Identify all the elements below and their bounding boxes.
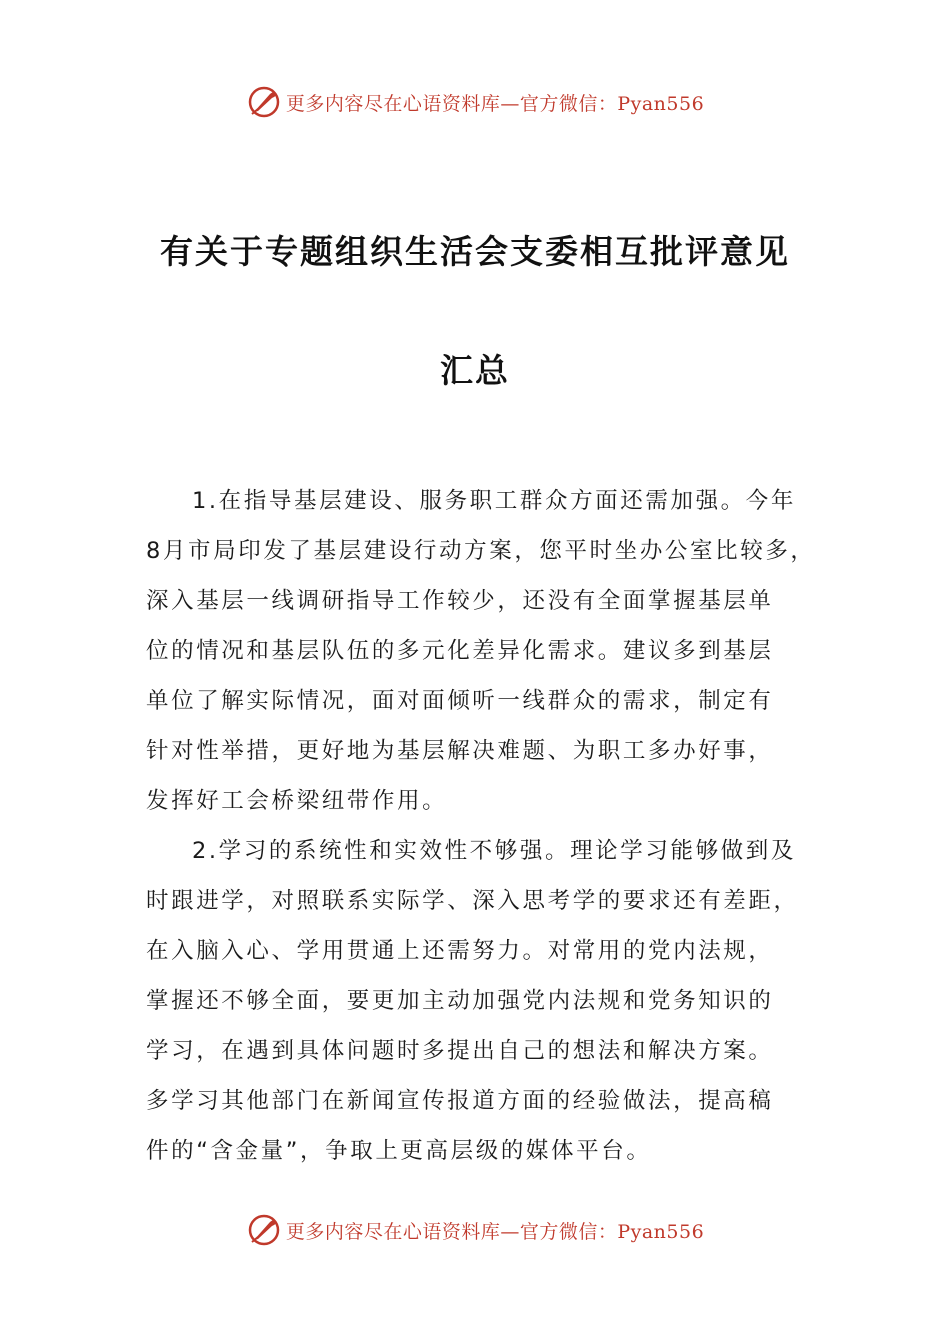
feather-pen-logo-icon (246, 1212, 282, 1248)
paragraph-line: 1.在指导基层建设、服务职工群众方面还需加强。今年 (192, 488, 796, 514)
paragraph-line: 学习，在遇到具体问题时多提出自己的想法和解决方案。 (146, 1038, 774, 1064)
paragraph-line: 多学习其他部门在新闻宣传报道方面的经验做法，提高稿 (146, 1088, 774, 1114)
paragraph-line: 单位了解实际情况，面对面倾听一线群众的需求，制定有 (146, 688, 774, 714)
paragraph-2 (146, 826, 826, 1176)
feather-pen-logo-icon (246, 84, 282, 120)
paragraph-line: 时跟进学，对照联系实际学、深入思考学的要求还有差距， (146, 888, 799, 914)
paragraph-line: 在入脑入心、学用贯通上还需努力。对常用的党内法规， (146, 938, 774, 964)
paragraph-line: 深入基层一线调研指导工作较少，还没有全面掌握基层单 (146, 588, 774, 614)
paragraph-line: 件的“含金量”，争取上更高层级的媒体平台。 (146, 1138, 652, 1164)
paragraph-line: 针对性举措，更好地为基层解决难题、为职工多办好事， (146, 738, 774, 764)
paragraph-line: 2.学习的系统性和实效性不够强。理论学习能够做到及 (192, 838, 796, 864)
paragraph-1 (146, 476, 826, 826)
paragraph-line: 位的情况和基层队伍的多元化差异化需求。建议多到基层 (146, 638, 774, 664)
paragraph-line: 8月市局印发了基层建设行动方案，您平时坐办公室比较多， (146, 538, 816, 564)
watermark-text: 更多内容尽在心语资料库—官方微信：Pyan556 (285, 1220, 705, 1243)
document-title-continued: 汇总 (440, 351, 510, 390)
watermark-text: 更多内容尽在心语资料库—官方微信：Pyan556 (285, 92, 705, 115)
watermark-banner-top (0, 82, 950, 122)
paragraph-line: 掌握还不够全面，要更加主动加强党内法规和党务知识的 (146, 988, 774, 1014)
paragraph-line: 发挥好工会桥梁纽带作用。 (146, 788, 448, 814)
document-body (146, 476, 826, 1176)
watermark-banner-bottom (0, 1210, 950, 1250)
document-title: 有关于专题组织生活会支委相互批评意见 (160, 232, 790, 271)
